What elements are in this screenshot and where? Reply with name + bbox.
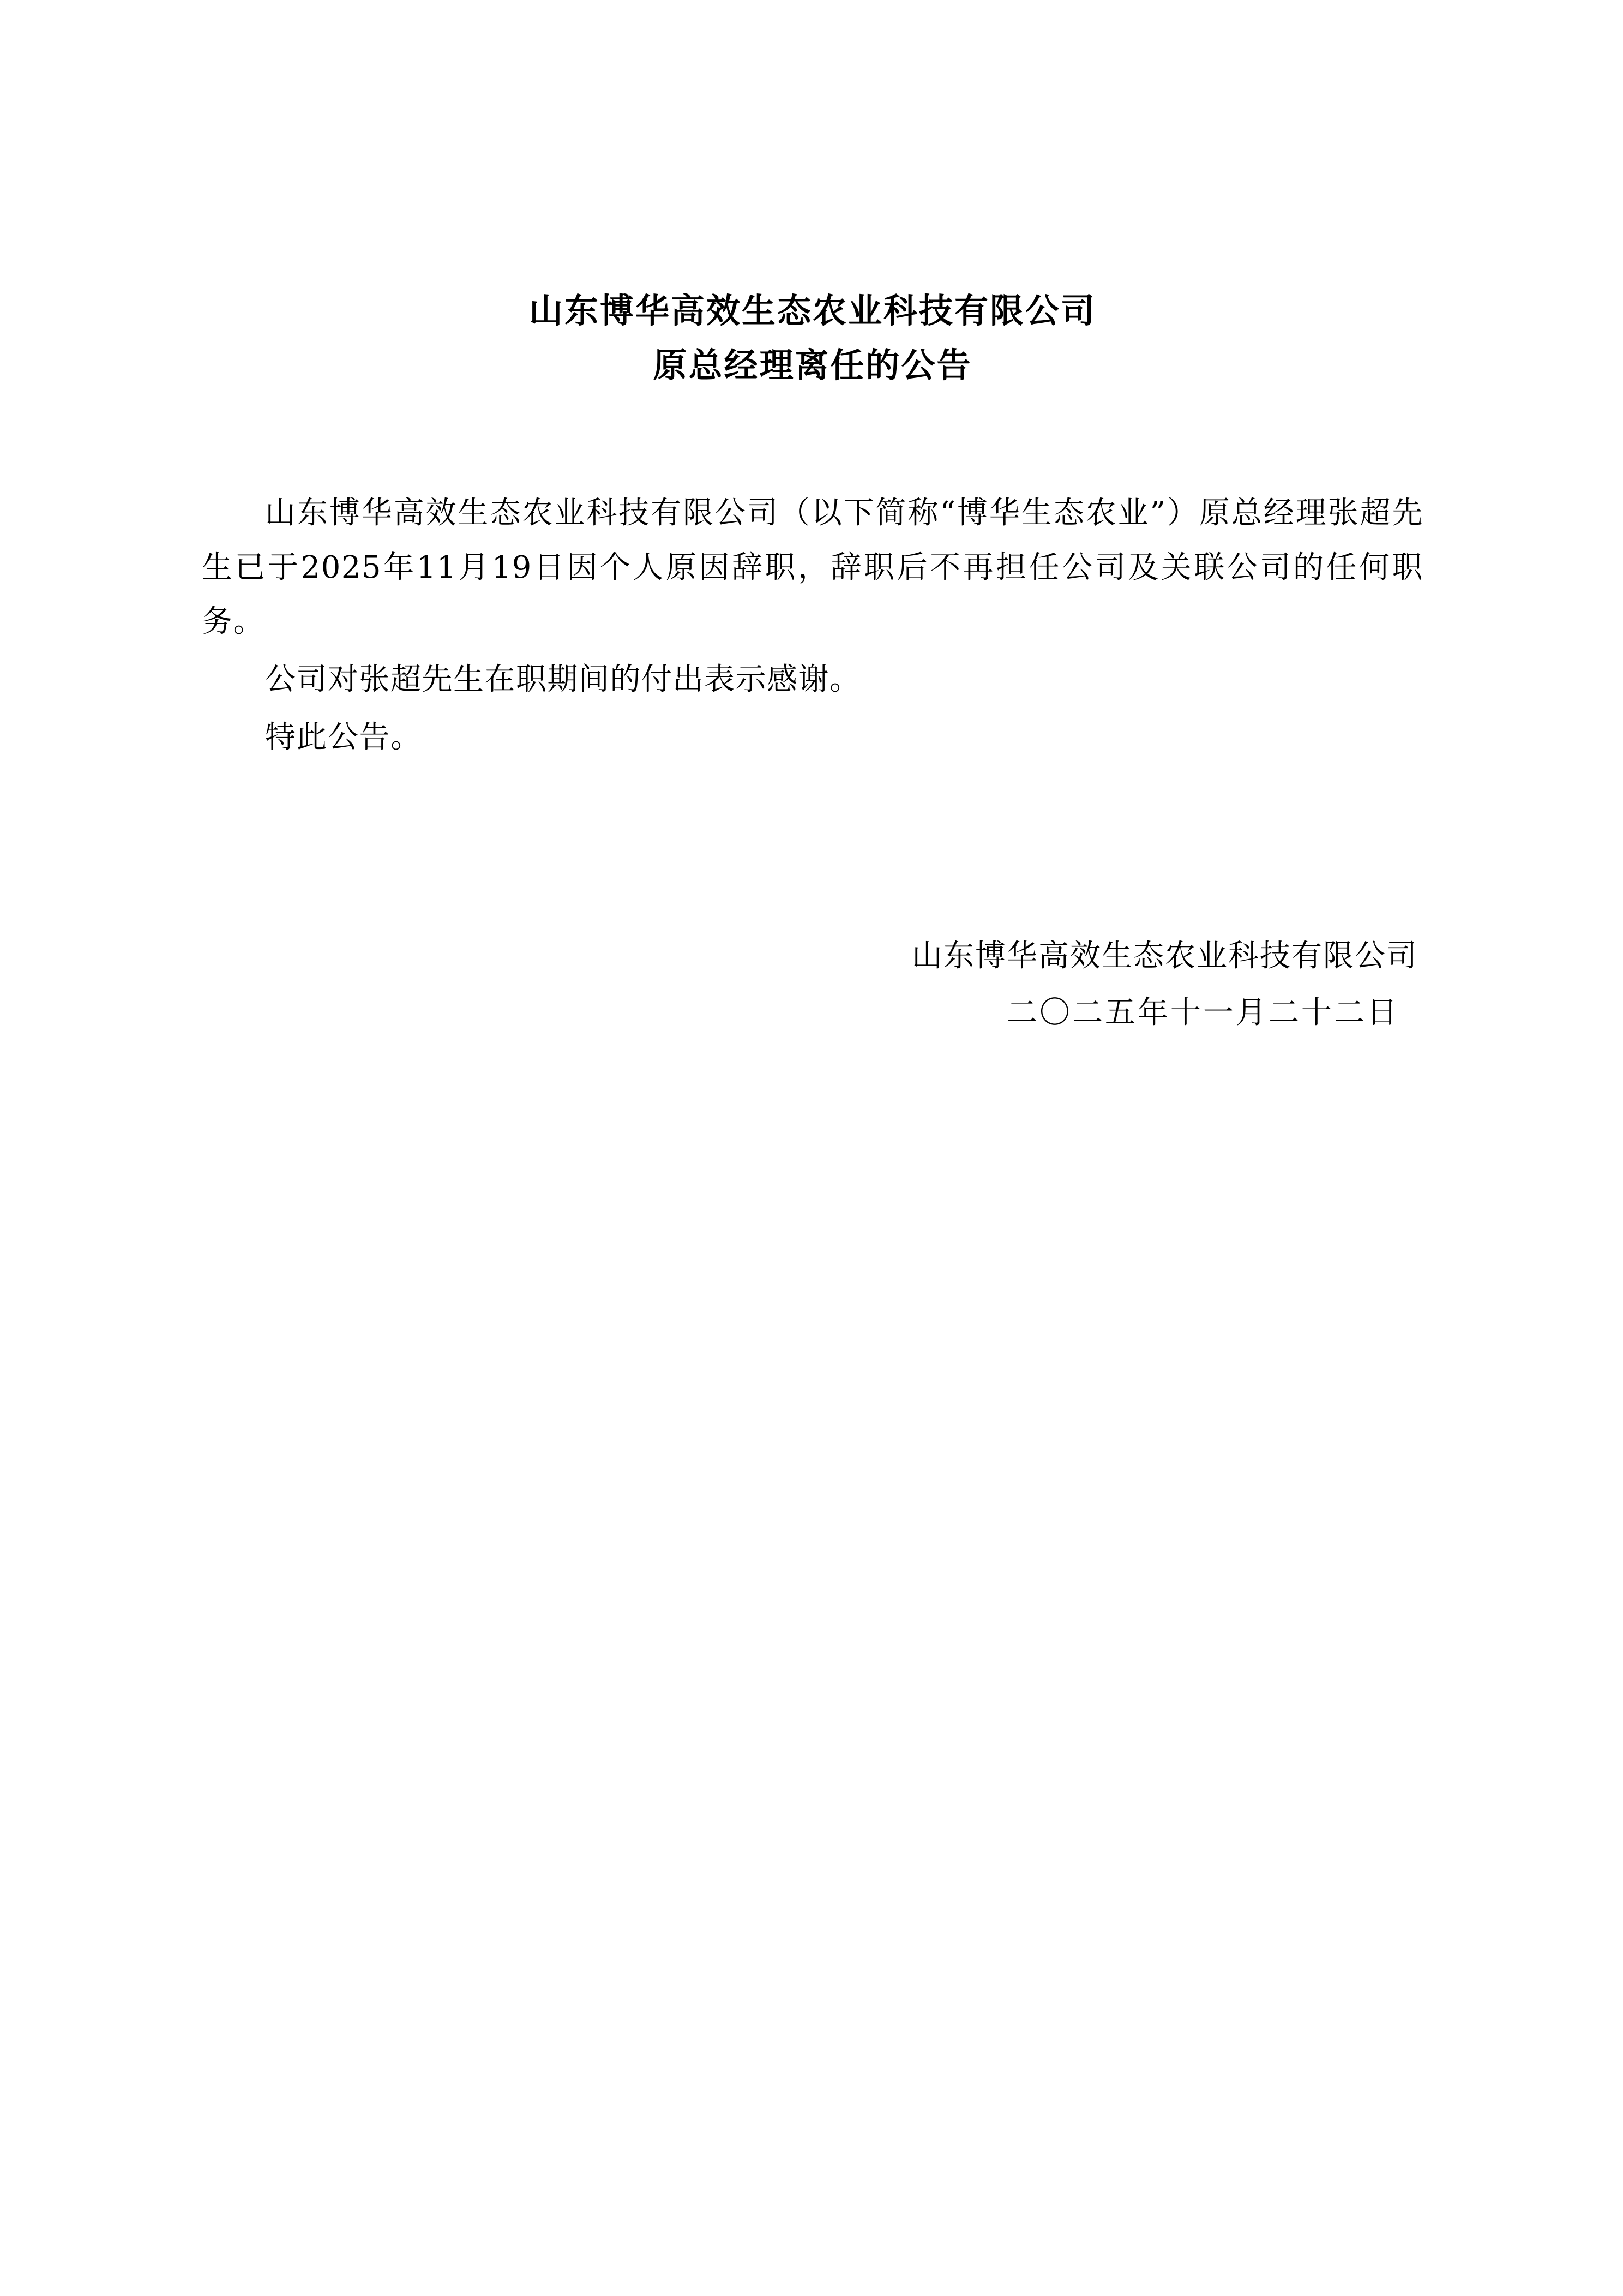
body-paragraph-1: 山东博华高效生态农业科技有限公司（以下简称“博华生态农业”）原总经理张超先生已于2025年11月19日因个人原因辞职，辞职后不再担任公司及关联公司的任何职务。 [202,495,1423,640]
title-line-2: 原总经理离任的公告 [653,345,972,386]
document-title [202,284,1423,393]
body-paragraph-3: 特此公告。 [265,719,422,755]
signature-date: 二〇二五年十一月二十二日 [1007,994,1399,1030]
title-line-1: 山东博华高效生态农业科技有限公司 [528,291,1096,331]
document-content [202,0,1423,1041]
signature-company: 山东博华高效生态农业科技有限公司 [912,938,1418,974]
signature-block [202,928,1423,1041]
document-body [202,486,1423,764]
body-paragraph-2: 公司对张超先生在职期间的付出表示感谢。 [265,661,861,697]
